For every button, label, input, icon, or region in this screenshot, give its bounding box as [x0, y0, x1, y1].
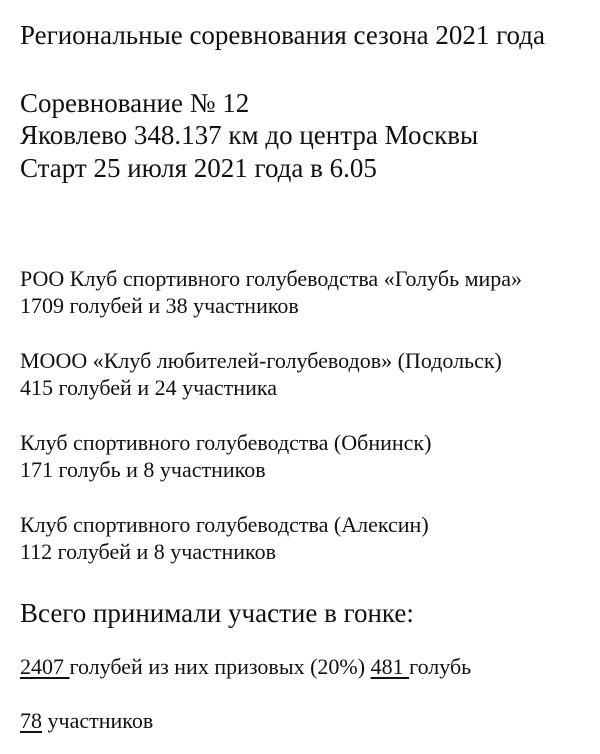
participants-summary — [20, 710, 153, 732]
total-pigeons-value: 2407 — [20, 654, 70, 679]
club-name: Клуб спортивного голубеводства (Алексин) — [20, 512, 429, 537]
competition-number: Соревнование № 12 — [20, 88, 250, 118]
club-name: РОО Клуб спортивного голубеводства «Голубь мира» — [20, 266, 523, 291]
pigeons-text: голубей из них призовых (20%) — [69, 654, 371, 679]
participants-text: участников — [42, 708, 154, 733]
summary-heading: Всего принимали участие в гонке: — [20, 598, 414, 628]
location-distance: Яковлево 348.137 км до центра Москвы — [20, 120, 479, 150]
start-time: Старт 25 июля 2021 года в 6.05 — [20, 153, 377, 183]
club-stats: 1709 голубей и 38 участников — [20, 293, 299, 318]
club-name: МООО «Клуб любителей-голубеводов» (Подольск) — [20, 348, 502, 373]
club-name: Клуб спортивного голубеводства (Обнинск) — [20, 430, 432, 455]
page-title: Региональные соревнования сезона 2021 года — [20, 20, 545, 50]
club-stats: 112 голубей и 8 участников — [20, 539, 276, 564]
club-stats: 171 голубь и 8 участников — [20, 457, 266, 482]
prize-text: голубь — [409, 654, 472, 679]
pigeons-summary — [20, 656, 471, 678]
participants-value: 78 — [20, 708, 42, 733]
club-stats: 415 голубей и 24 участника — [20, 375, 277, 400]
prize-pigeons-value: 481 — [370, 654, 410, 679]
